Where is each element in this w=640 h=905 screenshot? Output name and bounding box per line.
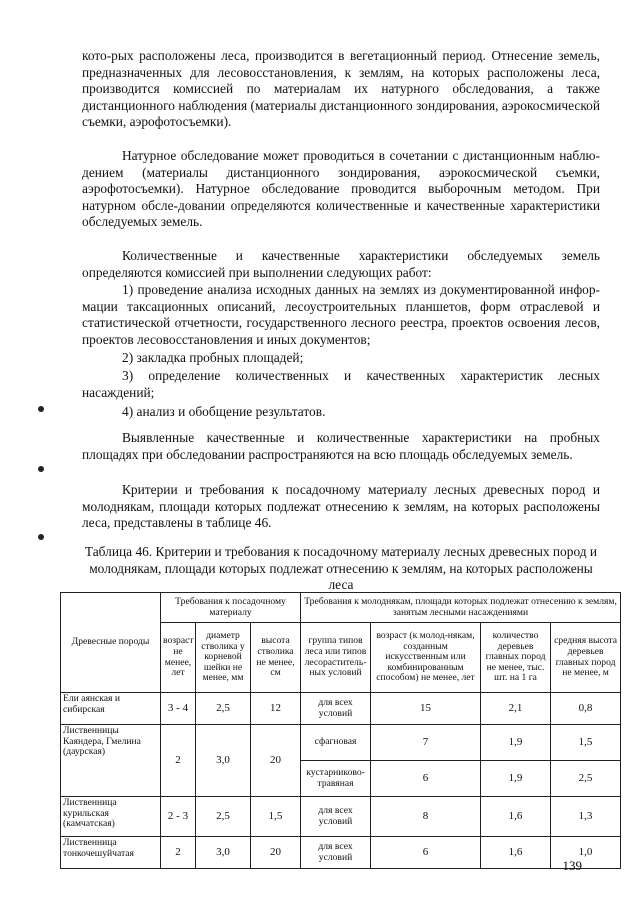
cell-age: 2 bbox=[161, 837, 196, 869]
cell-young-age: 8 bbox=[371, 797, 481, 837]
cell-forest-group: кустарниково-травяная bbox=[301, 761, 371, 797]
paragraph-5: Критерии и требования к посадочному материалу лесных древесных пород и молоднякам, площади которых подлежат отнесению к землям, на которых расположены леса, представлены в таблице 46. bbox=[82, 482, 600, 531]
table-row bbox=[61, 693, 621, 725]
cell-forest-group: сфагновая bbox=[301, 725, 371, 761]
cell-young-age: 7 bbox=[371, 725, 481, 761]
table-row bbox=[61, 797, 621, 837]
cell-age: 2 bbox=[161, 725, 196, 797]
margin-dot-3 bbox=[38, 534, 44, 540]
subheader-young-age: возраст (к молод-някам, созданным искусственным или комбинированным способом) не менее, лет bbox=[371, 623, 481, 693]
header-planting-material: Требования к посадочному материалу bbox=[161, 593, 301, 623]
list-item-2: 2) закладка пробных площадей; bbox=[122, 350, 304, 365]
cell-species: Лиственница тонкочешуйчатая bbox=[61, 837, 161, 869]
cell-tree-count: 1,9 bbox=[481, 761, 551, 797]
table-caption: Таблица 46. Критерии и требования к посадочному материалу лесных древесных пород и молоднякам, площади которых подлежат отнесению к землям, на которых расположены леса bbox=[84, 544, 598, 593]
paragraph-3: Количественные и качественные характеристики обследуемых земель определяются комиссией при выполнении следующих работ: bbox=[82, 248, 600, 280]
margin-dot-2 bbox=[38, 466, 44, 472]
list-item-4: 4) анализ и обобщение результатов. bbox=[122, 404, 326, 419]
subheader-avg-height: средняя высота деревьев главных пород не менее, м bbox=[551, 623, 621, 693]
cell-avg-height: 0,8 bbox=[551, 693, 621, 725]
cell-tree-count: 2,1 bbox=[481, 693, 551, 725]
cell-tree-count: 1,6 bbox=[481, 837, 551, 869]
header-species: Древесные породы bbox=[61, 593, 161, 693]
header-young-stands: Требования к молоднякам, площади которых подлежат отнесению к землям, занятым лесными насаждениями bbox=[301, 593, 621, 623]
list-item-1: 1) проведение анализа исходных данных на землях из документированной инфор-мации таксационных описаний, лесоустроительных планшетов, форм отраслевой и статистической отчетности, государственного лесного реестра, проектов освоения лесов, проектов лесовосстановления и иных документов; bbox=[82, 282, 600, 347]
cell-avg-height: 1,5 bbox=[551, 725, 621, 761]
cell-avg-height: 1,3 bbox=[551, 797, 621, 837]
cell-species: Ели аянская и сибирская bbox=[61, 693, 161, 725]
cell-forest-group: для всех условий bbox=[301, 837, 371, 869]
cell-avg-height: 1,0 bbox=[551, 837, 621, 869]
paragraph-1: кото-рых расположены леса, производится в вегетационный период. Отнесение земель, предназначенных для лесовосстановления, к землям, на которых расположены леса, производится комиссией по материалам их натурного обследования, а также дистанционного наблюдения (материалы дистанционного зондирования, аэрокосмической съемки, аэрофотосъемки). bbox=[82, 48, 600, 130]
cell-species: Лиственница курильская (камчатская) bbox=[61, 797, 161, 837]
cell-height: 1,5 bbox=[251, 797, 301, 837]
cell-height: 20 bbox=[251, 837, 301, 869]
cell-forest-group: для всех условий bbox=[301, 693, 371, 725]
cell-diameter: 2,5 bbox=[196, 693, 251, 725]
paragraph-4: Выявленные качественные и количественные характеристики на пробных площадях при обследовании распространяются на всю площадь обследуемых земель. bbox=[82, 430, 600, 462]
cell-tree-count: 1,9 bbox=[481, 725, 551, 761]
cell-diameter: 2,5 bbox=[196, 797, 251, 837]
subheader-forest-group: группа типов леса или типов лесораститель-ных условий bbox=[301, 623, 371, 693]
cell-age: 3 - 4 bbox=[161, 693, 196, 725]
cell-age: 2 - 3 bbox=[161, 797, 196, 837]
subheader-age: возраст не менее, лет bbox=[161, 623, 196, 693]
cell-forest-group: для всех условий bbox=[301, 797, 371, 837]
subheader-diameter: диаметр стволика у корневой шейки не менее, мм bbox=[196, 623, 251, 693]
cell-tree-count: 1,6 bbox=[481, 797, 551, 837]
cell-species: Лиственницы Каяндера, Гмелина (даурская) bbox=[61, 725, 161, 797]
paragraph-2: Натурное обследование может проводиться в сочетании с дистанционным наблю-дением (материалы дистанционного зондирования, аэрокосмической съемки, аэрофотосъемки). Натурное обследование проводится выборочным методом. При натурном обсле-довании определяются количественные и качественные характеристики обследуемых земель. bbox=[82, 148, 600, 230]
subheader-tree-count: количество деревьев главных пород не менее, тыс. шт. на 1 га bbox=[481, 623, 551, 693]
cell-height: 20 bbox=[251, 725, 301, 797]
subheader-height: высота стволика не менее, см bbox=[251, 623, 301, 693]
cell-diameter: 3,0 bbox=[196, 837, 251, 869]
cell-young-age: 15 bbox=[371, 693, 481, 725]
cell-young-age: 6 bbox=[371, 761, 481, 797]
table-row bbox=[61, 725, 621, 761]
margin-dot-1 bbox=[38, 406, 44, 412]
cell-diameter: 3,0 bbox=[196, 725, 251, 797]
cell-young-age: 6 bbox=[371, 837, 481, 869]
list-item-3: 3) определение количественных и качественных характеристик лесных насаждений; bbox=[82, 368, 600, 400]
cell-height: 12 bbox=[251, 693, 301, 725]
cell-avg-height: 2,5 bbox=[551, 761, 621, 797]
criteria-table bbox=[60, 592, 621, 869]
table-row bbox=[61, 837, 621, 869]
page-number: 139 bbox=[562, 858, 582, 873]
